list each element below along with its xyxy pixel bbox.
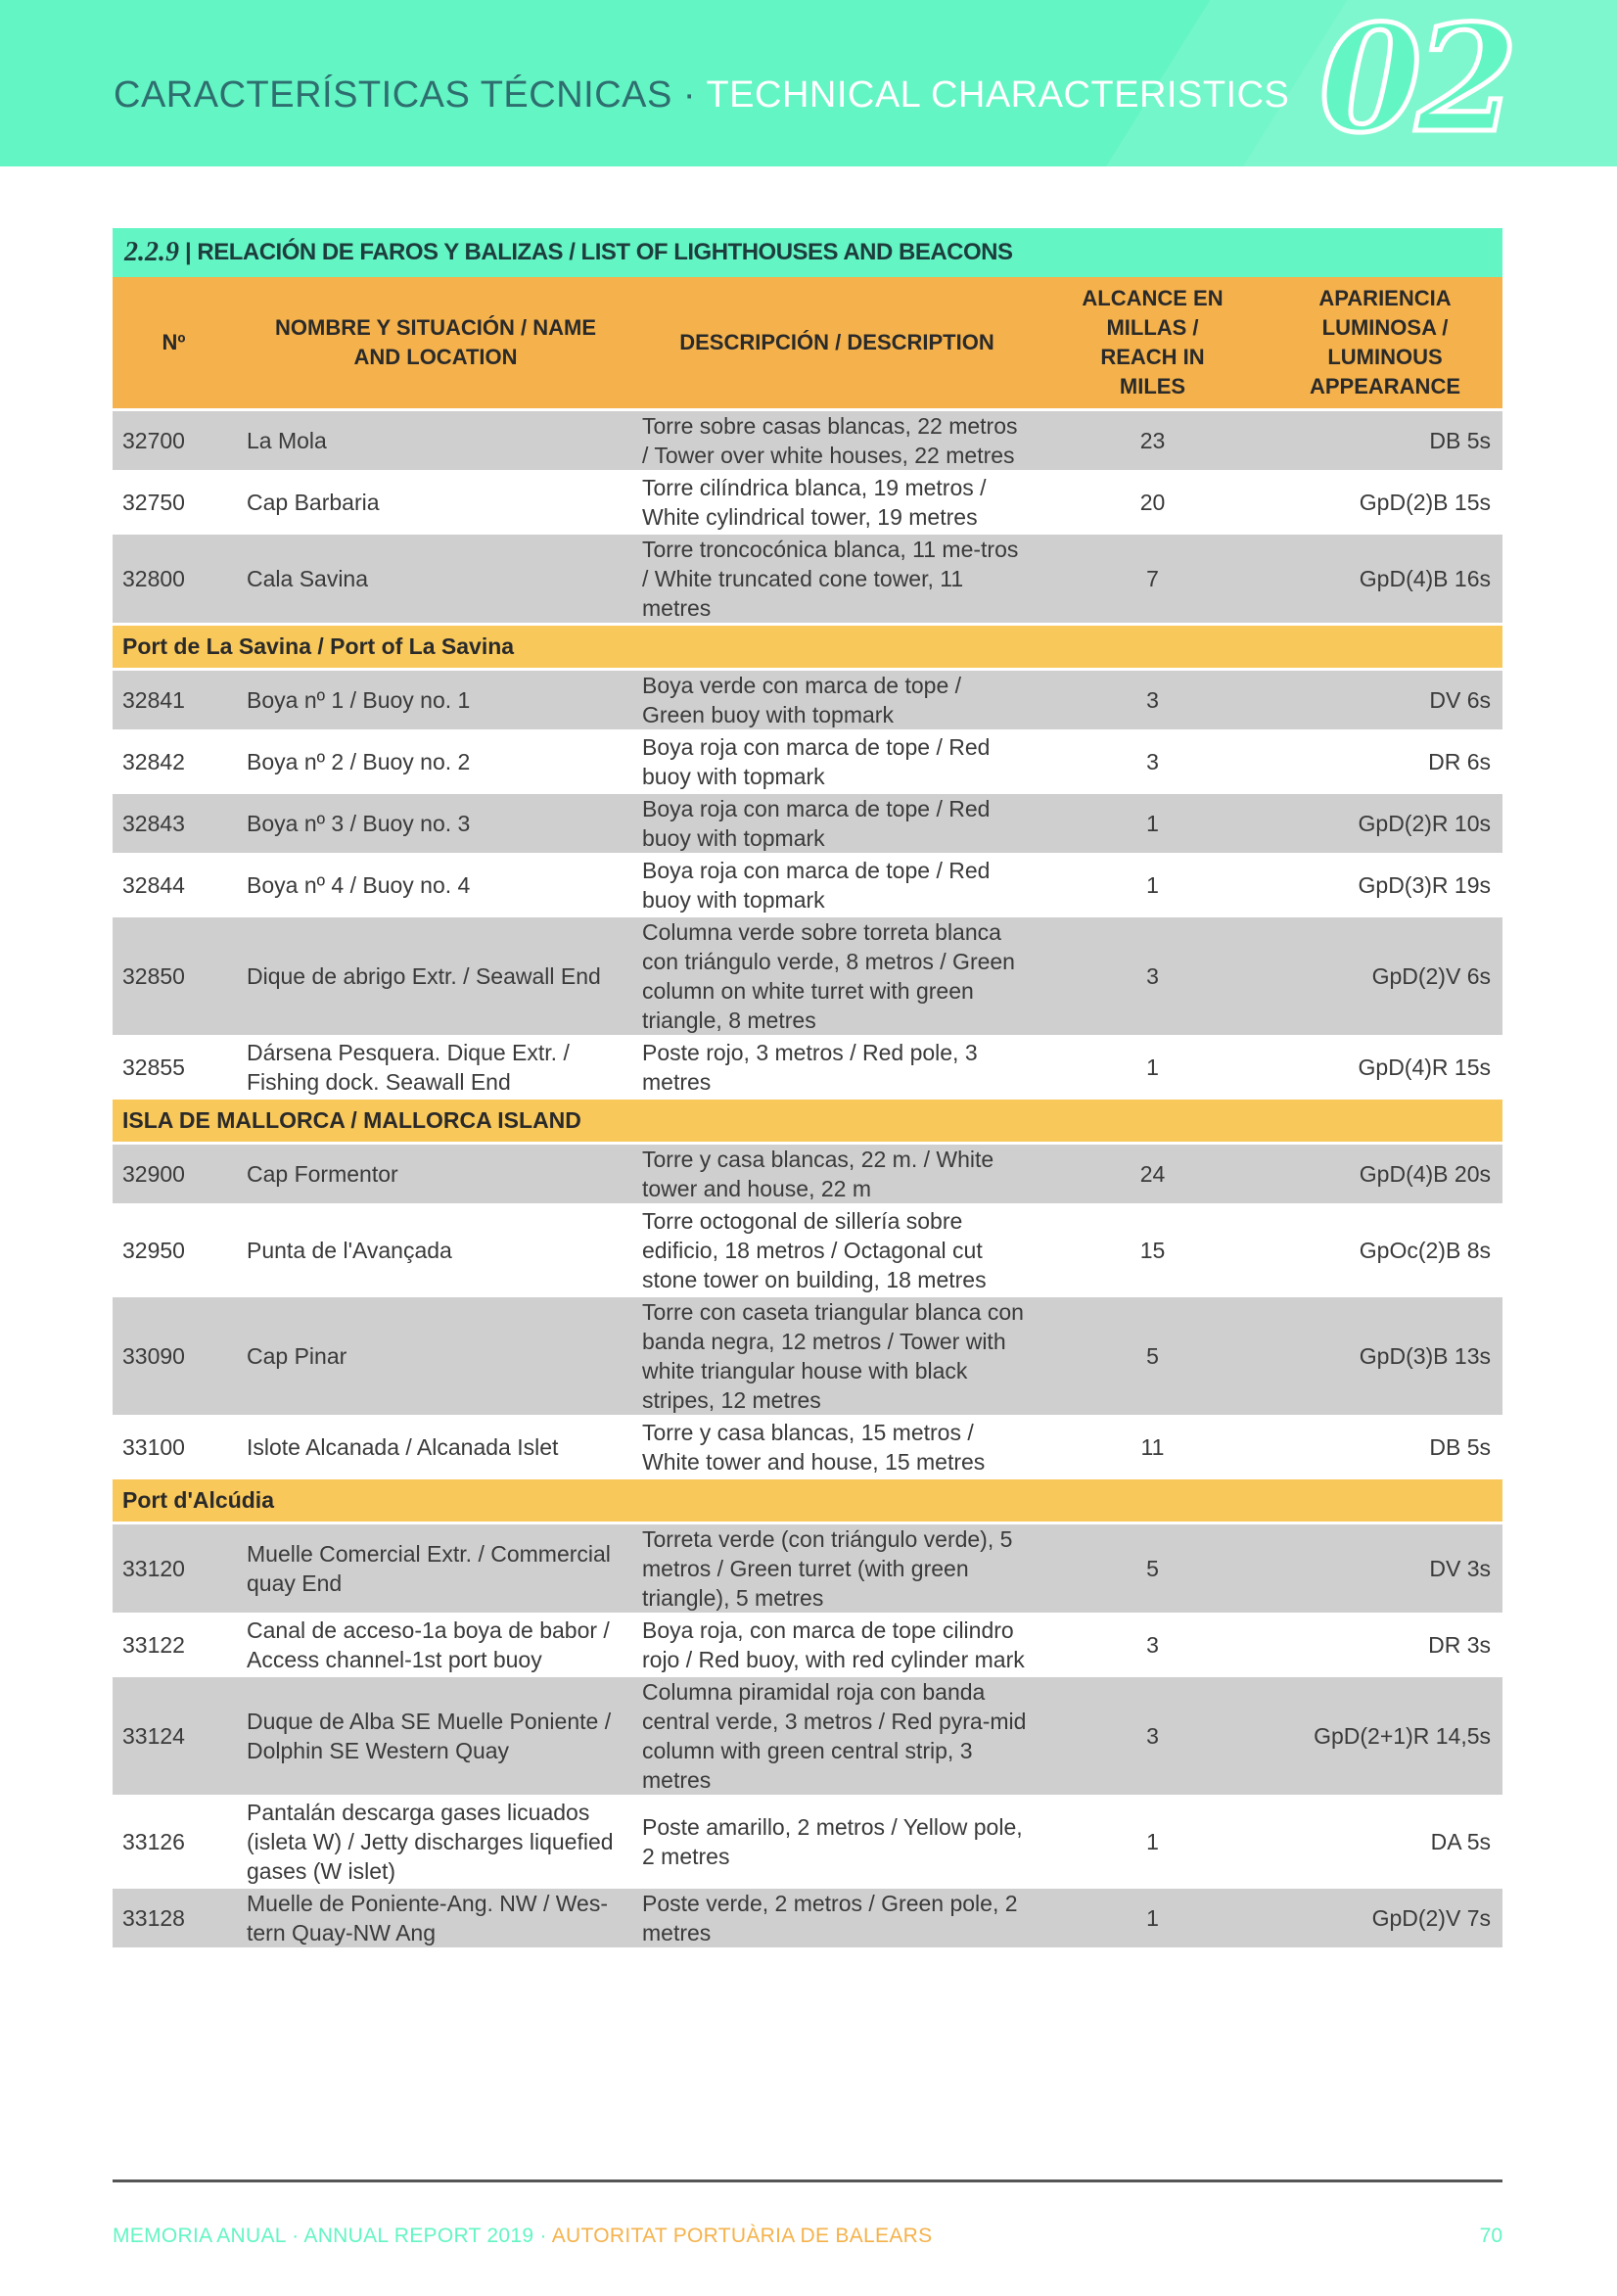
lighthouse-appearance: GpD(2+1)R 14,5s [1268,1675,1502,1796]
lighthouse-name: Boya nº 3 / Buoy no. 3 [235,792,636,854]
table-row [113,1887,1502,1948]
lighthouse-description: Boya roja con marca de tope / Red buoy with topmark [636,854,1038,915]
section-title-bar [113,228,1502,277]
column-header-reach: ALCANCE EN MILLAS / REACH IN MILES [1038,277,1268,409]
lighthouse-appearance: DB 5s [1268,1416,1502,1477]
lighthouse-name: Boya nº 1 / Buoy no. 1 [235,669,636,730]
group-heading-row [113,1098,1502,1143]
footer-publication [113,2225,932,2248]
lighthouse-reach: 7 [1038,533,1268,624]
table-row [113,792,1502,854]
footer-divider [113,2179,1502,2182]
page-header [0,0,1617,166]
lighthouse-description: Torreta verde (con triángulo verde), 5 metros / Green turret (with green triangle), 5 metres [636,1523,1038,1614]
lighthouse-appearance: GpD(2)B 15s [1268,471,1502,533]
column-header-appearance: APARIENCIA LUMINOSA / LUMINOUS APPEARANCE [1268,277,1502,409]
lighthouse-appearance: GpD(2)R 10s [1268,792,1502,854]
lighthouse-number: 32700 [113,409,235,471]
chapter-title-en: TECHNICAL CHARACTERISTICS [706,74,1290,116]
lighthouse-description: Boya roja con marca de tope / Red buoy with topmark [636,792,1038,854]
lighthouse-name: Cala Savina [235,533,636,624]
lighthouse-reach: 5 [1038,1523,1268,1614]
lighthouse-appearance: GpD(4)B 16s [1268,533,1502,624]
lighthouse-name: Dársena Pesquera. Dique Extr. / Fishing dock. Seawall End [235,1036,636,1098]
lighthouse-appearance: DR 6s [1268,730,1502,792]
title-separator: · [671,74,707,116]
group-heading: Port d'Alcúdia [113,1477,1502,1523]
lighthouse-reach: 20 [1038,471,1268,533]
lighthouse-reach: 5 [1038,1295,1268,1416]
lighthouse-number: 32800 [113,533,235,624]
lighthouse-name: Duque de Alba SE Muelle Poniente / Dolphin SE Western Quay [235,1675,636,1796]
lighthouse-name: Punta de l'Avançada [235,1204,636,1295]
lighthouse-name: Boya nº 4 / Buoy no. 4 [235,854,636,915]
lighthouse-description: Boya roja con marca de tope / Red buoy with topmark [636,730,1038,792]
lighthouse-number: 33126 [113,1796,235,1887]
table-row [113,471,1502,533]
table-row [113,1675,1502,1796]
table-row [113,409,1502,471]
table-row [113,915,1502,1036]
lighthouse-description: Torre troncocónica blanca, 11 me-tros / White truncated cone tower, 11 metres [636,533,1038,624]
column-header-number: Nº [113,277,235,409]
lighthouse-description: Poste rojo, 3 metros / Red pole, 3 metres [636,1036,1038,1098]
lighthouse-description: Columna verde sobre torreta blanca con triángulo verde, 8 metros / Green column on white turret with green triangle, 8 metres [636,915,1038,1036]
lighthouse-reach: 3 [1038,915,1268,1036]
lighthouse-number: 33090 [113,1295,235,1416]
lighthouse-reach: 1 [1038,1887,1268,1948]
lighthouse-description: Poste amarillo, 2 metros / Yellow pole, 2 metres [636,1796,1038,1887]
lighthouse-number: 32844 [113,854,235,915]
lighthouse-appearance: DV 6s [1268,669,1502,730]
table-row [113,1204,1502,1295]
lighthouse-number: 32842 [113,730,235,792]
lighthouse-reach: 11 [1038,1416,1268,1477]
group-heading-row [113,1477,1502,1523]
lighthouse-appearance: DV 3s [1268,1523,1502,1614]
column-header-name: NOMBRE Y SITUACIÓN / NAME AND LOCATION [235,277,636,409]
lighthouse-name: Muelle Comercial Extr. / Commercial quay End [235,1523,636,1614]
lighthouse-appearance: GpOc(2)B 8s [1268,1204,1502,1295]
lighthouse-number: 32843 [113,792,235,854]
lighthouse-number: 32855 [113,1036,235,1098]
chapter-number: 02 [1319,0,1512,165]
lighthouse-description: Boya verde con marca de tope / Green buoy with topmark [636,669,1038,730]
table-row [113,1295,1502,1416]
lighthouse-number: 32950 [113,1204,235,1295]
column-header-description: DESCRIPCIÓN / DESCRIPTION [636,277,1038,409]
lighthouse-appearance: GpD(2)V 7s [1268,1887,1502,1948]
lighthouse-reach: 1 [1038,1036,1268,1098]
lighthouses-table [113,277,1502,1950]
table-row [113,1143,1502,1204]
lighthouse-appearance: DR 3s [1268,1614,1502,1675]
lighthouse-appearance: DA 5s [1268,1796,1502,1887]
lighthouse-name: Cap Formentor [235,1143,636,1204]
lighthouse-reach: 3 [1038,669,1268,730]
page-number: 70 [1479,2225,1502,2247]
chapter-title-es: CARACTERÍSTICAS TÉCNICAS [114,74,672,116]
lighthouse-number: 33100 [113,1416,235,1477]
lighthouse-reach: 3 [1038,1614,1268,1675]
lighthouse-reach: 1 [1038,792,1268,854]
table-row [113,1036,1502,1098]
section-title: | RELACIÓN DE FAROS Y BALIZAS / LIST OF LIGHTHOUSES AND BEACONS [185,239,1013,265]
lighthouse-number: 33120 [113,1523,235,1614]
lighthouse-number: 33124 [113,1675,235,1796]
lighthouse-number: 32750 [113,471,235,533]
lighthouse-number: 33128 [113,1887,235,1948]
lighthouse-appearance: GpD(4)B 20s [1268,1143,1502,1204]
group-heading: ISLA DE MALLORCA / MALLORCA ISLAND [113,1098,1502,1143]
lighthouse-reach: 1 [1038,854,1268,915]
lighthouse-name: Cap Pinar [235,1295,636,1416]
group-heading-row [113,624,1502,669]
lighthouse-name: Islote Alcanada / Alcanada Islet [235,1416,636,1477]
table-row [113,730,1502,792]
lighthouse-name: La Mola [235,409,636,471]
lighthouse-description: Torre y casa blancas, 15 metros / White tower and house, 15 metres [636,1416,1038,1477]
table-row [113,1614,1502,1675]
table-row [113,533,1502,624]
lighthouse-reach: 15 [1038,1204,1268,1295]
lighthouse-description: Torre octogonal de sillería sobre edificio, 18 metros / Octagonal cut stone tower on building, 18 metres [636,1204,1038,1295]
lighthouse-reach: 3 [1038,1675,1268,1796]
lighthouse-appearance: GpD(3)B 13s [1268,1295,1502,1416]
lighthouse-reach: 23 [1038,409,1268,471]
lighthouse-number: 32841 [113,669,235,730]
footer-organization: AUTORITAT PORTUÀRIA DE BALEARS [551,2225,933,2247]
lighthouse-appearance: GpD(4)R 15s [1268,1036,1502,1098]
lighthouse-number: 32900 [113,1143,235,1204]
table-row [113,1416,1502,1477]
lighthouse-reach: 1 [1038,1796,1268,1887]
lighthouse-appearance: GpD(3)R 19s [1268,854,1502,915]
footer-report-title: MEMORIA ANUAL · ANNUAL REPORT 2019 · [113,2225,552,2247]
lighthouse-description: Torre cilíndrica blanca, 19 metros / White cylindrical tower, 19 metres [636,471,1038,533]
table-row [113,1523,1502,1614]
lighthouse-description: Torre con caseta triangular blanca con banda negra, 12 metros / Tower with white triangular house with black stripes, 12 metres [636,1295,1038,1416]
table-header-row [113,277,1502,409]
group-heading: Port de La Savina / Port of La Savina [113,624,1502,669]
lighthouse-name: Dique de abrigo Extr. / Seawall End [235,915,636,1036]
lighthouse-appearance: DB 5s [1268,409,1502,471]
table-row [113,854,1502,915]
chapter-title [114,74,1289,117]
lighthouse-number: 32850 [113,915,235,1036]
lighthouse-description: Torre y casa blancas, 22 m. / White tower and house, 22 m [636,1143,1038,1204]
lighthouse-name: Pantalán descarga gases licuados (isleta W) / Jetty discharges liquefied gases (W islet) [235,1796,636,1887]
table-body [113,409,1502,1948]
table-row [113,669,1502,730]
lighthouse-name: Boya nº 2 / Buoy no. 2 [235,730,636,792]
lighthouse-reach: 3 [1038,730,1268,792]
lighthouse-description: Torre sobre casas blancas, 22 metros / Tower over white houses, 22 metres [636,409,1038,471]
section-number: 2.2.9 [124,237,179,267]
table-row [113,1796,1502,1887]
lighthouse-description: Poste verde, 2 metros / Green pole, 2 metres [636,1887,1038,1948]
lighthouse-reach: 24 [1038,1143,1268,1204]
lighthouse-appearance: GpD(2)V 6s [1268,915,1502,1036]
lighthouse-name: Canal de acceso-1a boya de babor / Access channel-1st port buoy [235,1614,636,1675]
lighthouse-description: Boya roja, con marca de tope cilindro rojo / Red buoy, with red cylinder mark [636,1614,1038,1675]
lighthouse-name: Cap Barbaria [235,471,636,533]
lighthouse-name: Muelle de Poniente-Ang. NW / Wes-tern Quay-NW Ang [235,1887,636,1948]
lighthouse-number: 33122 [113,1614,235,1675]
lighthouse-description: Columna piramidal roja con banda central verde, 3 metros / Red pyra-mid column with green central strip, 3 metres [636,1675,1038,1796]
